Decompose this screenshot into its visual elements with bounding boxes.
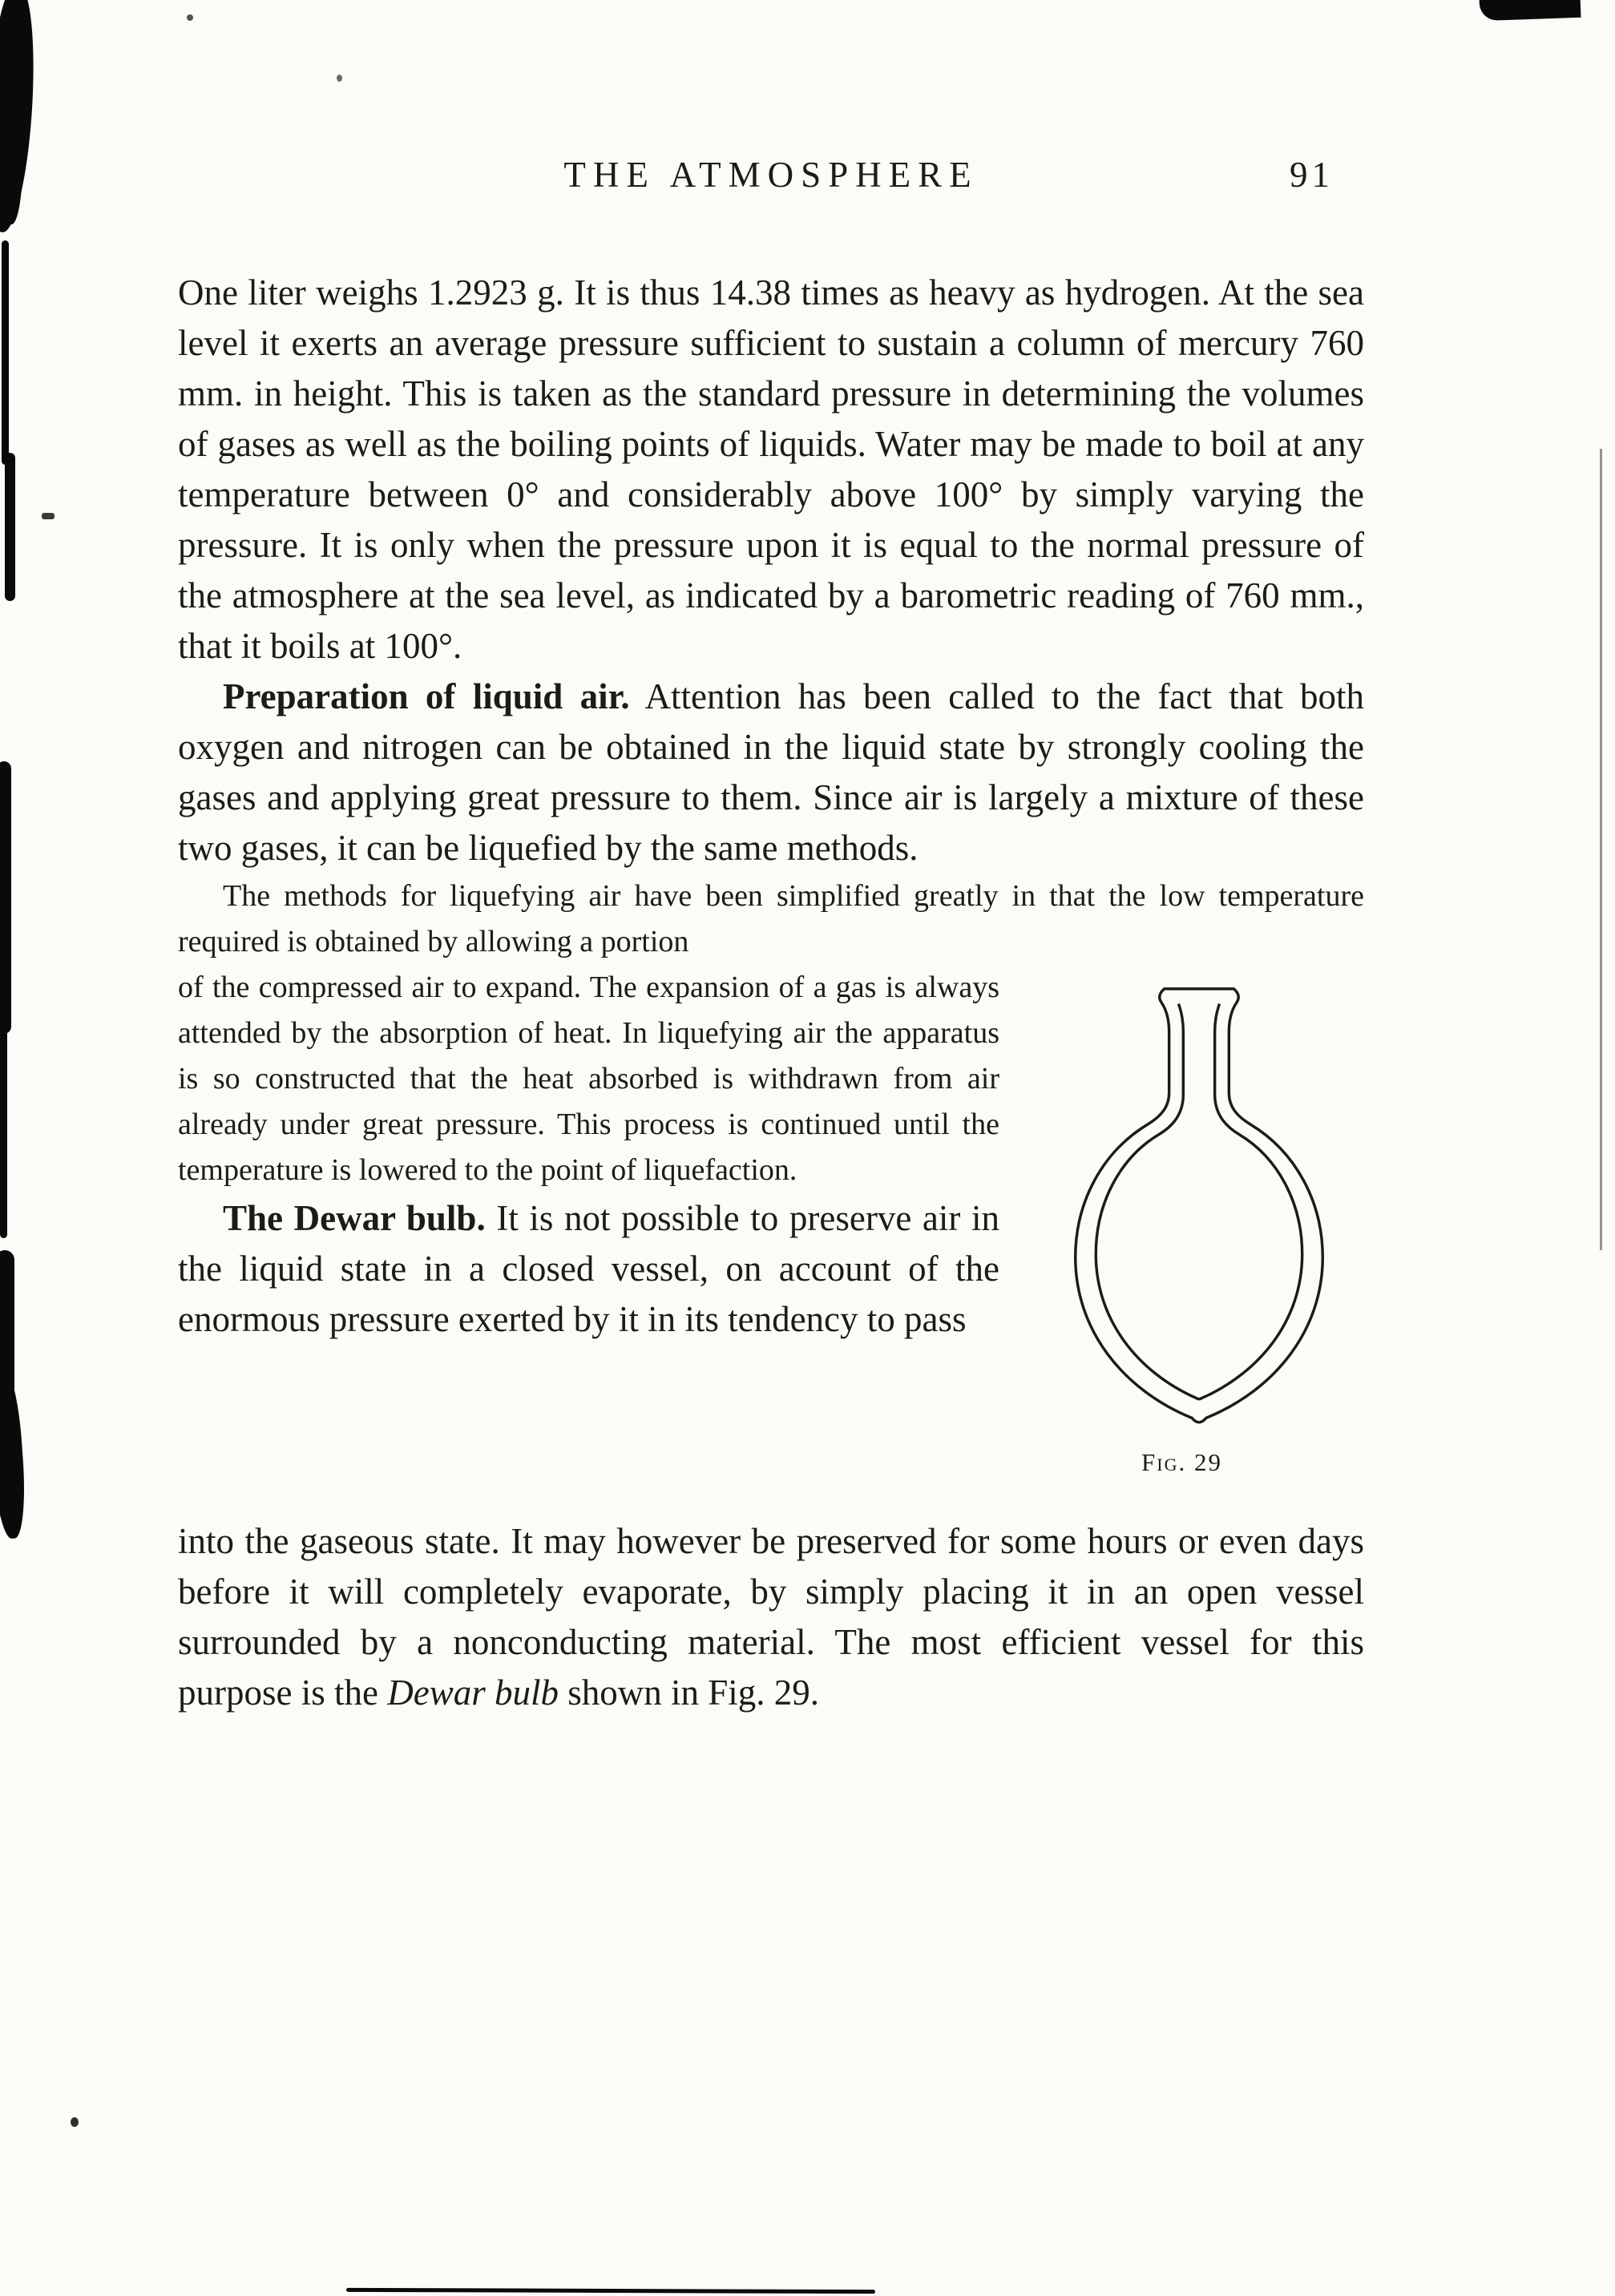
scan-artifact — [0, 1366, 28, 1539]
page-number: 91 — [1290, 155, 1334, 195]
scan-artifact — [0, 1030, 7, 1238]
figure-29 — [999, 965, 1364, 1516]
paragraph-dewar-continued — [178, 1516, 1364, 1718]
page-content — [178, 154, 1364, 1718]
dewar-bulb-italic-term: Dewar bulb — [387, 1673, 559, 1713]
paragraph-lead-bold: The Dewar bulb. — [223, 1198, 486, 1238]
paragraph-lead-bold: Preparation of liquid air. — [223, 676, 630, 716]
dewar-bulb-illustration — [1056, 983, 1342, 1435]
scan-speck — [187, 14, 193, 21]
scan-speck — [42, 513, 55, 519]
scan-artifact — [2, 240, 9, 465]
figure-wrap-zone — [178, 965, 1364, 1718]
paragraph-text: Attention has been called to the fact that both oxygen and nitrogen can be obtained in the liquid state by strongly cooling the gases and applying great pressure to them. Since air is largely a mixture of these two gases, it can be liquefied by the same methods. — [178, 676, 1364, 868]
scan-speck — [337, 75, 342, 82]
scan-speck — [71, 2117, 79, 2127]
running-header — [178, 154, 1364, 199]
scan-artifact-corner — [1480, 0, 1581, 21]
dewar-bulb-outer-wall — [1076, 989, 1323, 1422]
paragraph-text: into the gaseous state. It may however be preserved for some hours or even days before it will completely evaporate, by simply placing it in an open vessel surrounded by a nonconducting material. The most efficient vessel for this purpose is the — [178, 1521, 1364, 1713]
paragraph-air-weight: One liter weighs 1.2923 g. It is thus 14.38 times as heavy as hydrogen. At the sea level it exerts an average pressure sufficient to sustain a column of mercury 760 mm. in height. This is taken as the standard pressure in determining the volumes of gases as well as the boiling points of liquids. Water may be made to boil at any temperature between 0° and considerably above 100° by simply varying the pressure. It is only when the pressure upon it is equal to the normal pressure of the atmosphere at the sea level, as indicated by a barometric reading of 760 mm., that it boils at 100°. — [178, 272, 1364, 666]
scan-artifact-bottom — [346, 2288, 875, 2294]
scan-artifact — [0, 761, 11, 1034]
paragraph-methods-intro: The methods for liquefying air have been simplified greatly in that the low temperature required is obtained by allowing a portion — [178, 879, 1364, 958]
paragraph-text: shown in Fig. 29. — [558, 1673, 820, 1713]
paragraph-preparation-liquid-air — [178, 672, 1364, 874]
page-fold-line — [1600, 449, 1602, 1250]
page-title: THE ATMOSPHERE — [563, 155, 979, 195]
paragraph-text: It is not possible to preserve air in the liquid state in a closed vessel, on account of the enormous pressure exerted by it in its tendency to pass — [178, 1198, 999, 1339]
paragraph-methods-rest: of the compressed air to expand. The expansion of a gas is always attended by the absorption of heat. In liquefying air the apparatus is so constructed that the heat absorbed is withdrawn from air already under great pressure. This process is continued until the temperature is lowered to the point of liquefaction. — [178, 970, 999, 1187]
figure-caption: Fig. 29 — [1141, 1448, 1222, 1476]
scan-artifact — [0, 76, 22, 224]
scan-artifact — [5, 453, 15, 601]
